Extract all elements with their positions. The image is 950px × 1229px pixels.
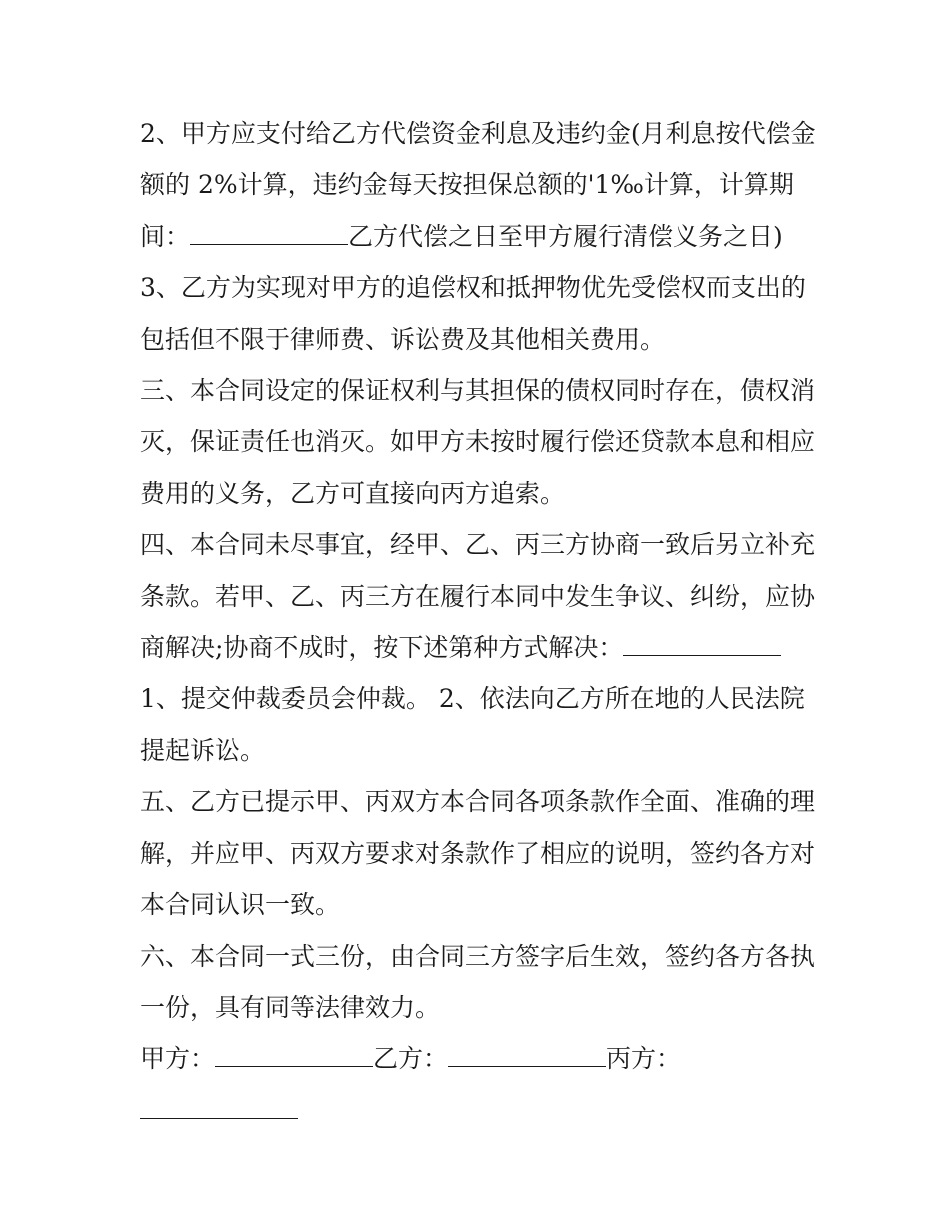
party-a-label: 甲方： bbox=[140, 1044, 216, 1074]
clause-three: 三、本合同设定的保证权利与其担保的债权同时存在，债权消灭，保证责任也消灭。如甲方未按时履行偿还贷款本息和相应费用的义务，乙方可直接向丙方追索。 bbox=[140, 376, 816, 508]
dispute-method-blank bbox=[623, 635, 781, 656]
period-blank bbox=[190, 224, 348, 245]
clause-four bbox=[140, 519, 820, 673]
clause-six: 六、本合同一式三份，由合同三方签字后生效，签约各方各执一份，具有同等法律效力。 bbox=[140, 941, 816, 1022]
party-a-blank bbox=[215, 1046, 373, 1067]
party-c-blank bbox=[140, 1098, 298, 1119]
document-body bbox=[140, 108, 820, 1136]
signature-line bbox=[140, 1033, 820, 1136]
clause-interest-penalty bbox=[140, 108, 820, 262]
clause-four-text: 四、本合同未尽事宜，经甲、乙、丙三方协商一致后另立补充条款。若甲、乙、丙三方在履行本同中发生争议、纠纷，应协商解决;协商不成时，按下述第种方式解决： bbox=[140, 530, 816, 663]
clause-interest-penalty-tail: 乙方代偿之日至甲方履行清偿义务之日) bbox=[348, 221, 783, 251]
party-b-label: 乙方： bbox=[373, 1044, 449, 1074]
clause-recovery-costs: 3、乙方为实现对甲方的追偿权和抵押物优先受偿权而支出的包括但不限于律师费、诉讼费及其他相关费用。 bbox=[140, 273, 806, 354]
party-c-label: 丙方： bbox=[606, 1044, 682, 1074]
dispute-options: 1、提交仲裁委员会仲裁。 2、依法向乙方所在地的人民法院提起诉讼。 bbox=[140, 684, 805, 765]
clause-interest-penalty-text: 2、甲方应支付给乙方代偿资金利息及违约金(月利息按代偿金额的 2%计算，违约金每天按担保总额的'1‰计算，计算期间： bbox=[140, 119, 816, 251]
party-b-blank bbox=[448, 1046, 606, 1067]
clause-five: 五、乙方已提示甲、丙双方本合同各项条款作全面、准确的理解，并应甲、丙双方要求对条款作了相应的说明，签约各方对本合同认识一致。 bbox=[140, 787, 816, 920]
